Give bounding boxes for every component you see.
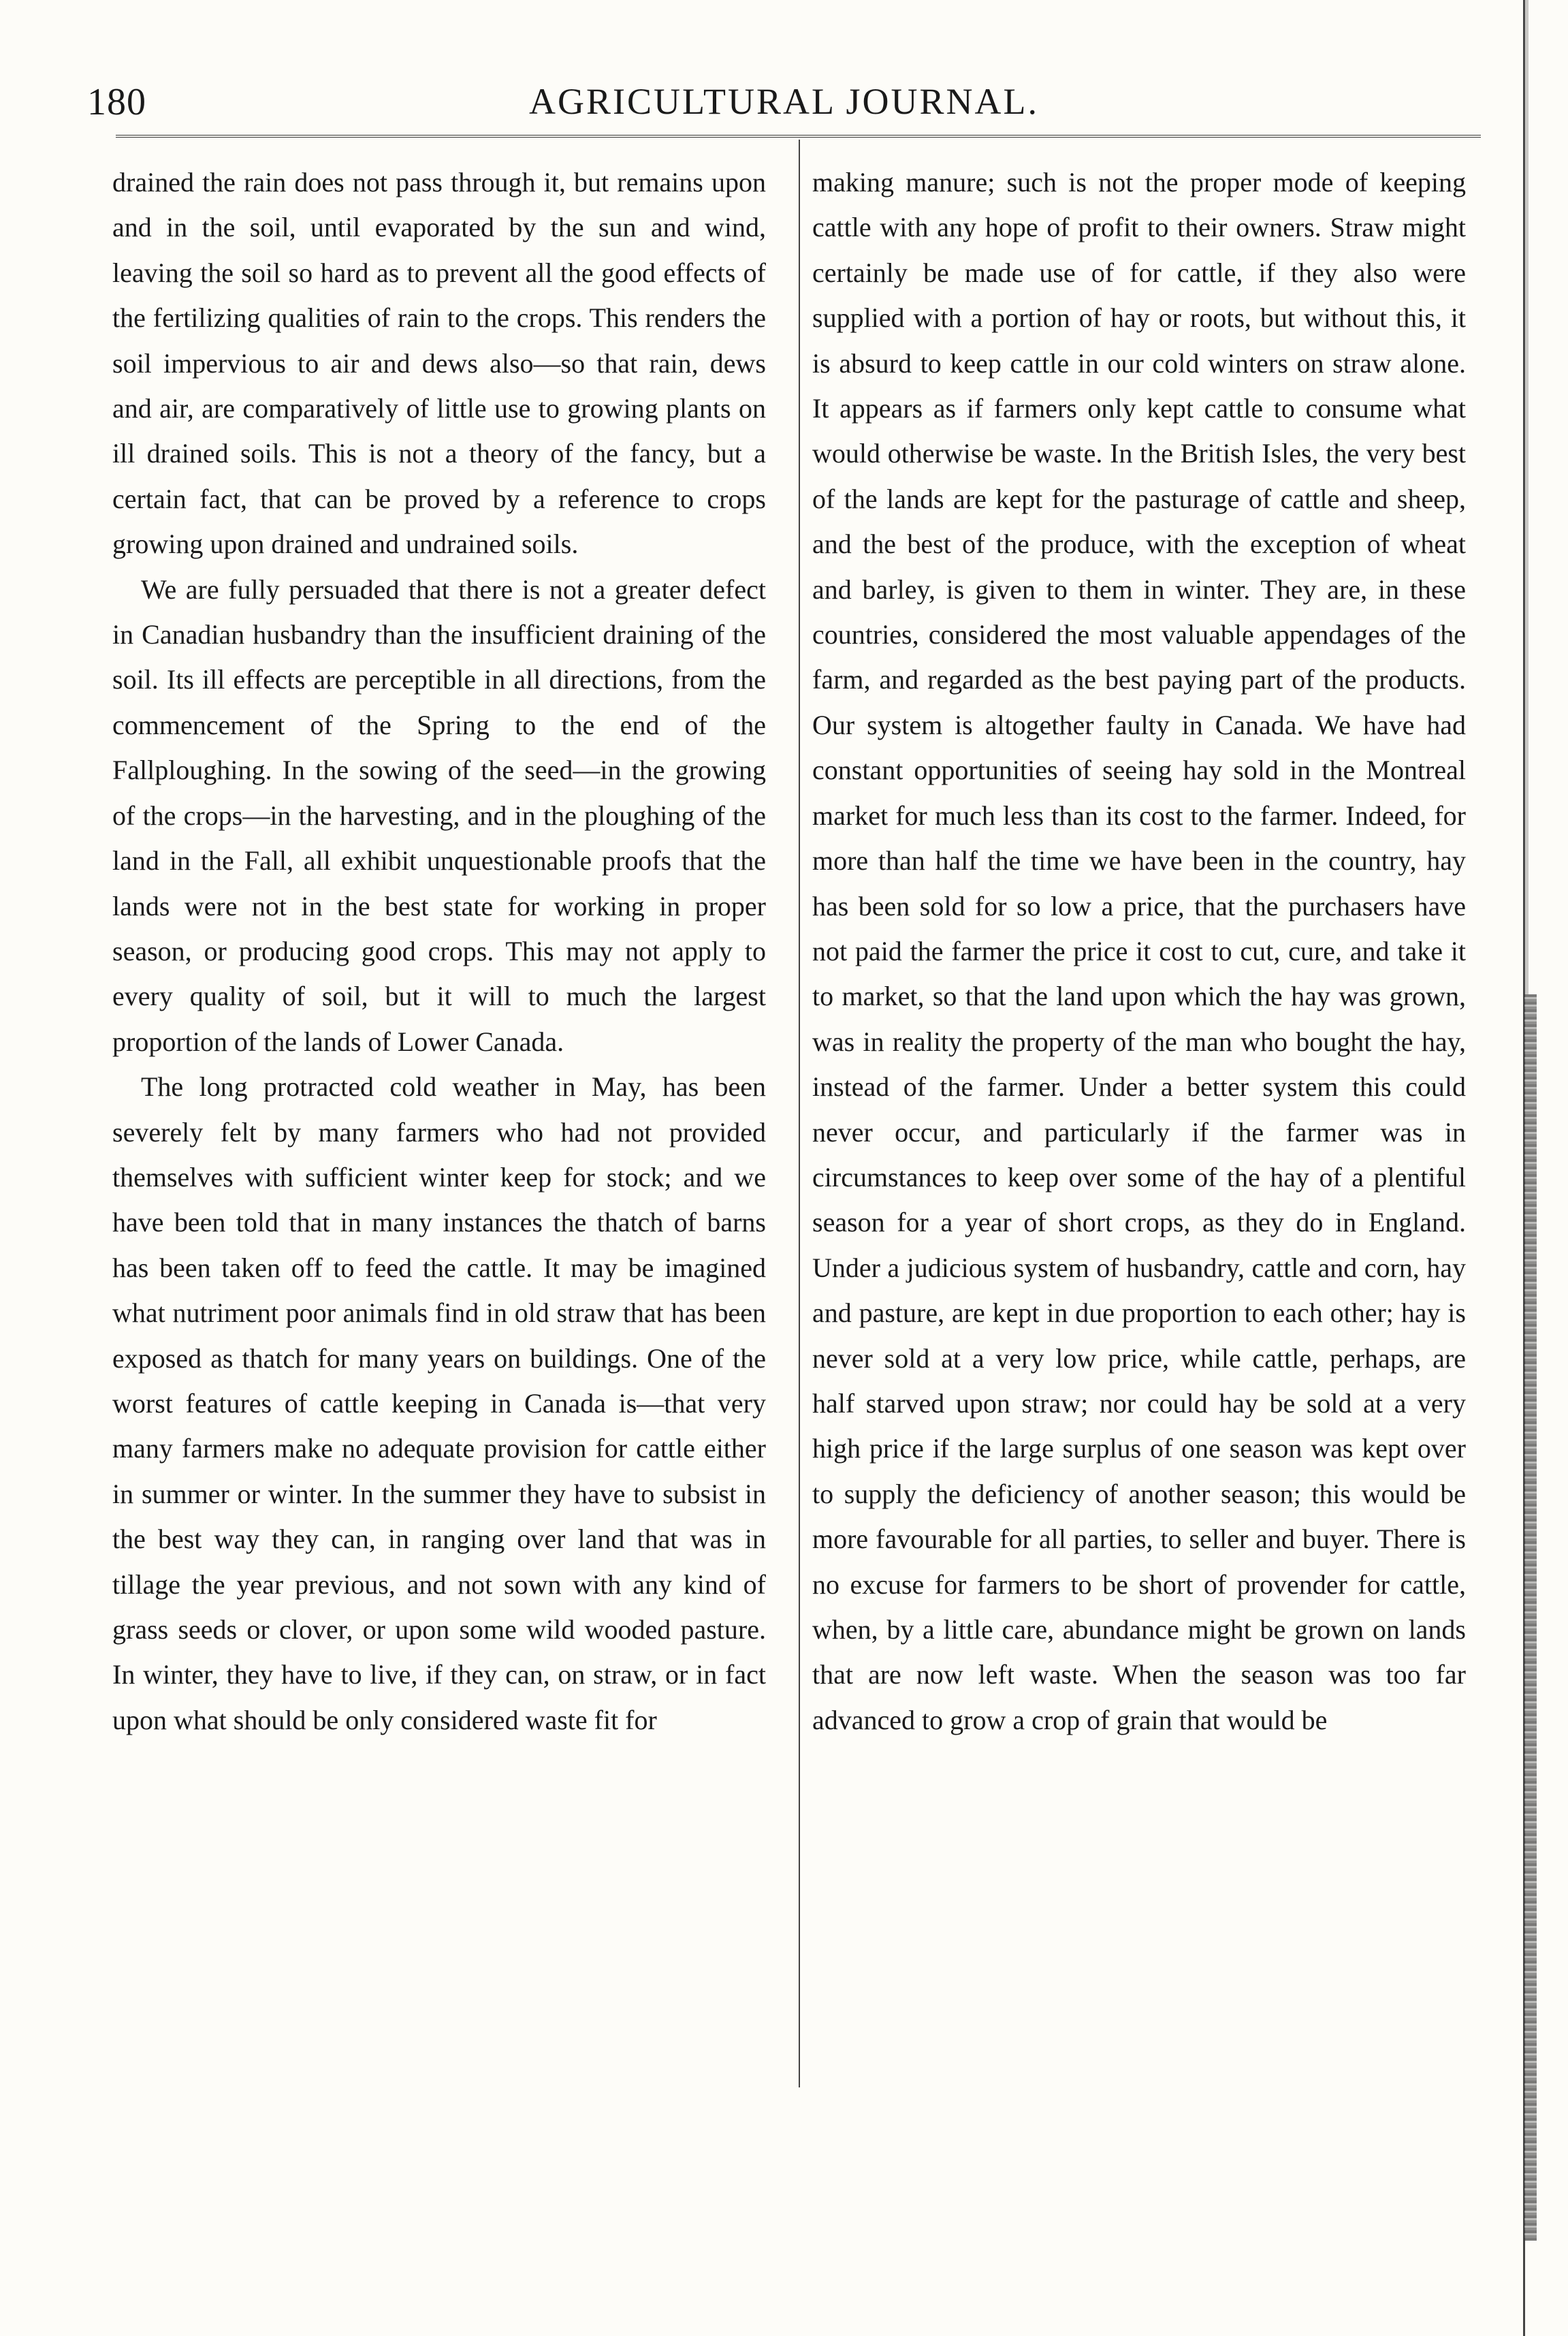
header-rule <box>116 135 1481 138</box>
running-head: AGRICULTURAL JOURNAL. <box>528 81 1040 122</box>
column-divider <box>799 140 800 2087</box>
page-edge-shadow <box>1524 0 1529 994</box>
paragraph: making manure; such is not the proper mode of keeping cattle with any hope of profit to their owners. Straw might certainly be made use of for cattle, if they also were supplied with a portion of hay or roots, but without this, it is absurd to keep cattle in our cold winters on straw alone. It appears as if farmers only kept cattle to consume what would otherwise be waste. In the British Isles, the very best of the lands are kept for the pasturage of cattle and sheep, and the best of the produce, with the exception of wheat and barley, is given to them in winter. They are, in these countries, considered the most valuable appendages of the farm, and regarded as the best paying part of the products. Our system is altogether faulty in Canada. We have had constant opportunities of seeing hay sold in the Montreal market for much less than its cost to the farmer. Indeed, for more than half the time we have been in the country, hay has been sold for so low a price, that the purchasers have not paid the farmer the price it cost to cut, cure, and take it to market, so that the land upon which the hay was grown, was in reality the property of the man who bought the hay, instead of the farmer. Under a better system this could never occur, and particularly if the farmer was in circumstances to keep over some of the hay of a plentiful season for a year of short crops, as they do in England. Under a judicious system of husbandry, cattle and corn, hay and pasture, are kept in due proportion to each other; hay is never sold at a very low price, while cattle, perhaps, are half starved upon straw; nor could hay be sold at a very high price if the large surplus of one season was kept over to supply the deficiency of another season; this would be more favourable for all parties, to seller and buyer. There is no excuse for farmers to be short of provender for cattle, when, by a little care, abundance might be grown on lands that are now left waste. When the season was too far advanced to grow a crop of grain that would be <box>812 167 1466 1735</box>
paragraph: drained the rain does not pass through it, but remains upon and in the soil, until evaporated by the sun and wind, leaving the soil so hard as to prevent all the good effects of the fertilizing qualities of rain to the crops. This renders the soil impervious to air and dews also—so that rain, dews and air, are comparatively of little use to growing plants on ill drained soils. This is not a theory of the fancy, but a certain fact, that can be proved by a reference to crops growing upon drained and undrained soils. <box>112 167 766 560</box>
page-number: 180 <box>87 81 146 123</box>
page-edge-binding <box>1524 994 1537 2241</box>
left-column <box>112 160 766 1743</box>
paragraph: We are fully persuaded that there is not a greater defect in Canadian husbandry than the insufficient draining of the soil. Its ill effects are perceptible in all directions, from the commencement of the Spring to the end of the Fallploughing. In the sowing of the seed—in the growing of the crops—in the harvesting, and in the ploughing of the land in the Fall, all exhibit unquestionable proofs that the lands were not in the best state for working in proper season, or producing good crops. This may not apply to every quality of soil, but it will to much the largest proportion of the lands of Lower Canada. <box>112 573 766 1057</box>
paragraph: The long protracted cold weather in May, has been severely felt by many farmers who had not provided themselves with sufficient winter keep for stock; and we have been told that in many instances the thatch of barns has been taken off to feed the cattle. It may be imagined what nutriment poor animals find in old straw that has been exposed as thatch for many years on buildings. One of the worst features of cattle keeping in Canada is—that very many farmers make no adequate provision for cattle either in summer or winter. In the summer they have to subsist in the best way they can, in ranging over land that was in tillage the year previous, and not sown with any kind of grass seeds or clover, or upon some wild wooded pasture. In winter, they have to live, if they can, on straw, or in fact upon what should be only considered waste fit for <box>112 1071 766 1735</box>
right-column <box>812 160 1466 1743</box>
